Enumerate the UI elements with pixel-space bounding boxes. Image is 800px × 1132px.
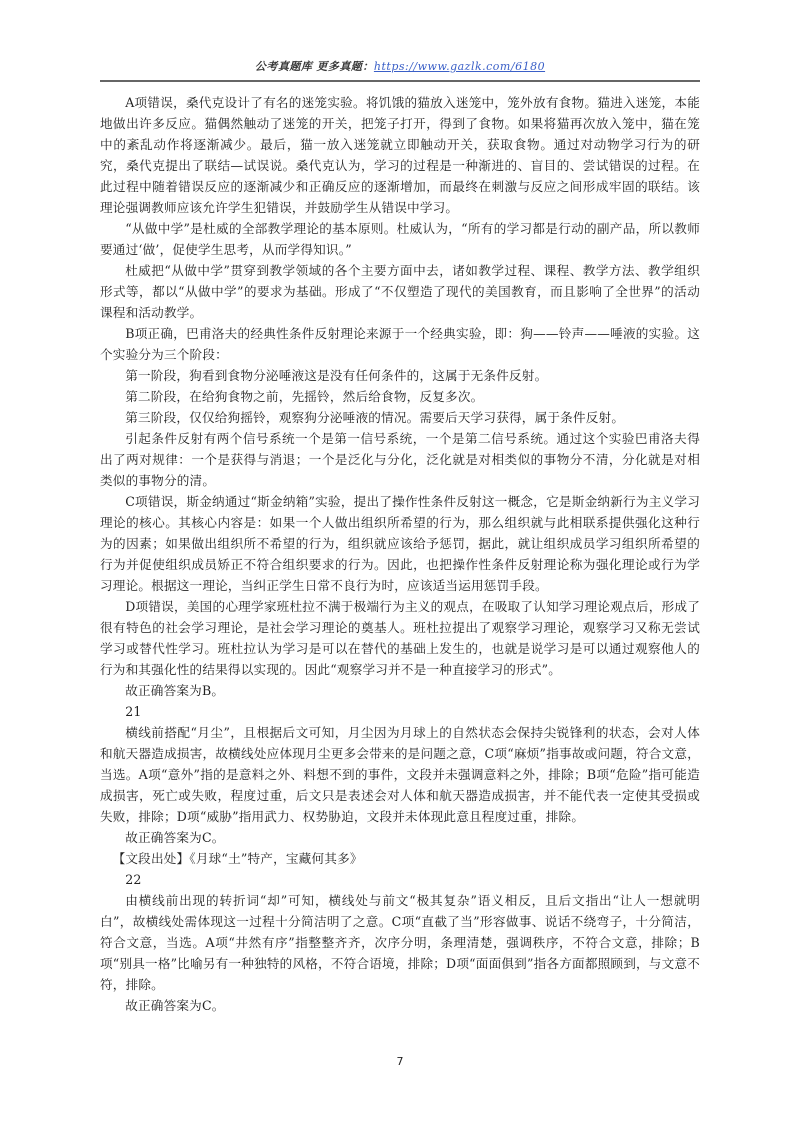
paragraph: 杜威把“从做中学”贯穿到教学领域的各个主要方面中去，诸如教学过程、课程、教学方法、教学组织形式等，都以“从做中学”的要求为基础。形成了“不仅塑造了现代的美国教育，而且影响了全世界”的活动课程和活动教学。 — [100, 263, 700, 320]
question-number: 21 — [125, 704, 142, 719]
answer-line: 故正确答案为B。 — [125, 683, 225, 698]
header-prefix: 更多真题： — [316, 60, 374, 73]
answer-line: 故正确答案为C。 — [125, 830, 225, 845]
source-citation: 【文段出处】《月球“土”特产，宝藏何其多》 — [112, 851, 363, 866]
paragraph: C项错误，斯金纳通过“斯金纳箱”实验，提出了操作性条件反射这一概念，它是斯金纳新行为主义学习理论的核心。其核心内容是：如果一个人做出组织所希望的行为，那么组织就与此相联系提供强化这种行为的因素；如果做出组织所不希望的行为，组织就应该给予惩罚，据此，就让组织成员学习组织所希望的行为并促使组织成员矫正不符合组织要求的行为。因此，也把操作性条件反射理论称为强化理论或行为学习理论。根据这一理论，当纠正学生日常不良行为时，应该适当运用惩罚手段。 — [100, 494, 700, 593]
page-header — [100, 58, 700, 78]
page-number: 7 — [396, 1055, 404, 1068]
paragraph: 第一阶段，狗看到食物分泌唾液这是没有任何条件的，这属于无条件反射。 — [125, 368, 548, 383]
header-link[interactable]: https://www.gazlk.com/6180 — [373, 60, 546, 73]
document-body — [100, 92, 700, 1016]
paragraph: “从做中学”是杜威的全部教学理论的基本原则。杜威认为，“所有的学习都是行动的副产品，所以教师要通过‘做’，促使学生思考，从而学得知识。” — [100, 221, 700, 257]
paragraph: D项错误，美国的心理学家班杜拉不满于极端行为主义的观点，在吸取了认知学习理论观点后，形成了很有特色的社会学习理论，是社会学习理论的奠基人。班杜拉提出了观察学习理论，观察学习又称无尝试学习或替代性学习。班杜拉认为学习是可以在替代的基础上发生的，也就是说学习是可以通过观察他人的行为和其强化性的结果得以实现的。因此“观察学习并不是一种直接学习的形式”。 — [100, 599, 700, 677]
question-number: 22 — [125, 872, 142, 887]
header-divider — [100, 80, 700, 82]
paragraph: 第二阶段，在给狗食物之前，先摇铃，然后给食物，反复多次。 — [125, 389, 484, 404]
paragraph: 由横线前出现的转折词“却”可知，横线处与前文“极其复杂”语义相反，且后文指出“让人一想就明白”，故横线处需体现这一过程十分简洁明了之意。C项“直截了当”形容做事、说话不绕弯子，十分简洁，符合文意，当选。A项“井然有序”指整整齐齐，次序分明，条理清楚，强调秩序，不符合文意，排除；B项“别具一格”比喻另有一种独特的风格，不符合语境，排除；D项“面面俱到”指各方面都照顾到，与文意不符，排除。 — [100, 893, 700, 992]
paragraph: 第三阶段，仅仅给狗摇铃，观察狗分泌唾液的情况。需要后天学习获得，属于条件反射。 — [125, 410, 625, 425]
header-brand: 公考真题库 — [254, 60, 313, 73]
paragraph: B项正确，巴甫洛夫的经典性条件反射理论来源于一个经典实验，即：狗——铃声——唾液的实验。这个实验分为三个阶段： — [100, 326, 700, 362]
paragraph: 引起条件反射有两个信号系统一个是第一信号系统，一个是第二信号系统。通过这个实验巴甫洛夫得出了两对规律：一个是获得与消退；一个是泛化与分化，泛化就是对相类似的事物分不清，分化就是对相类似的事物分的清。 — [100, 431, 700, 488]
paragraph: A项错误，桑代克设计了有名的迷笼实验。将饥饿的猫放入迷笼中，笼外放有食物。猫进入迷笼，本能地做出许多反应。猫偶然触动了迷笼的开关，把笼子打开，得到了食物。如果将猫再次放入笼中，猫在笼中的紊乱动作将逐渐减少。最后，猫一放入迷笼就立即触动开关，获取食物。通过对动物学习行为的研究，桑代克提出了联结—试误说。桑代克认为，学习的过程是一种渐进的、盲目的、尝试错误的过程。在此过程中随着错误反应的逐渐减少和正确反应的逐渐增加，而最终在刺激与反应之间形成牢固的联结。该理论强调教师应该允许学生犯错误，并鼓励学生从错误中学习。 — [100, 95, 700, 215]
answer-line: 故正确答案为C。 — [125, 998, 225, 1013]
paragraph: 横线前搭配“月尘”，且根据后文可知，月尘因为月球上的自然状态会保持尖锐锋利的状态，会对人体和航天器造成损害，故横线处应体现月尘更多会带来的是问题之意，C项“麻烦”指事故或问题，符合文意，当选。A项“意外”指的是意料之外、料想不到的事件，文段并未强调意料之外，排除；B项“危险”指可能造成损害，死亡或失败，程度过重，后文只是表述会对人体和航天器造成损害，并不能代表一定使其受损或失败，排除；D项“威胁”指用武力、权势胁迫，文段并未体现此意且程度过重，排除。 — [100, 725, 700, 824]
